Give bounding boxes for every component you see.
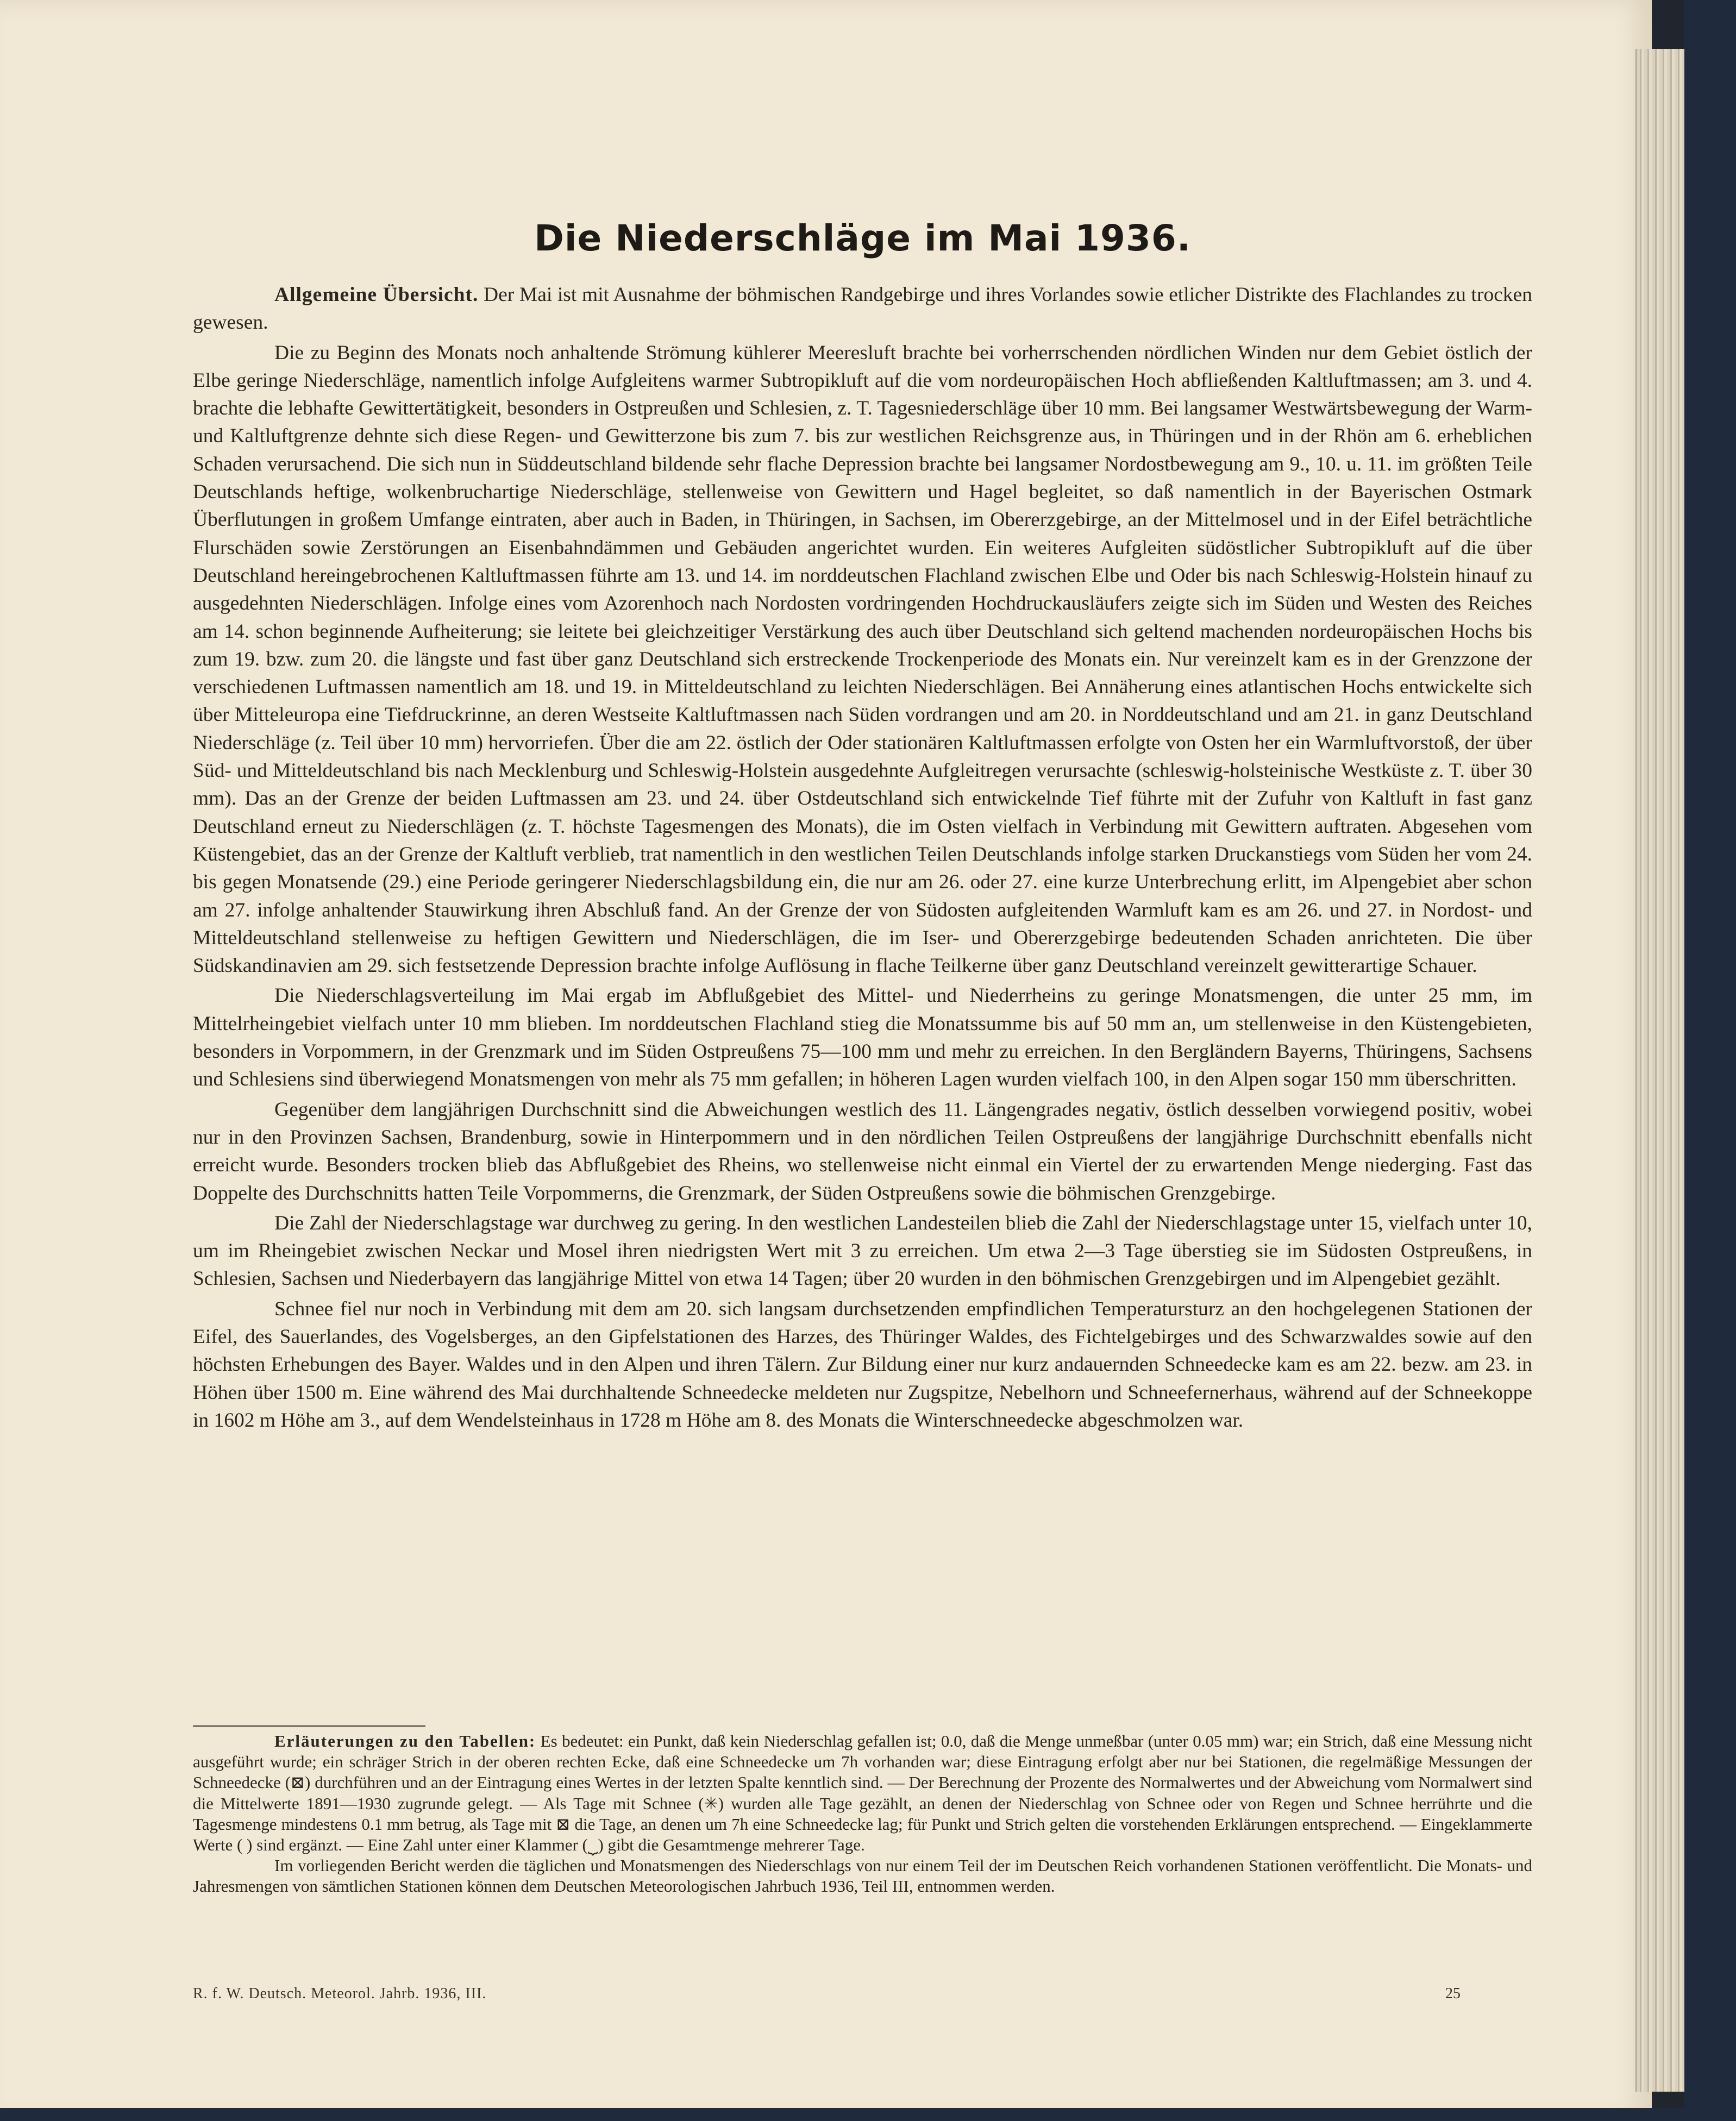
book-cover — [1684, 0, 1736, 2121]
footnotes — [193, 1731, 1532, 1897]
page-number: 25 — [1445, 1985, 1461, 2002]
paragraph-4: Gegenüber dem langjährigen Durchschnitt sind die Abweichungen westlich des 11. Längengrades negativ, östlich desselben vorwiegend positiv, wobei nur in den Provinzen Sachsen, Brandenburg, sowie in Hinterpommern und in den nördlichen Teilen Ostpreußens der langjährige Durchschnitt ebenfalls nicht erreicht wurde. Besonders trocken blieb das Abflußgebiet des Rheins, wo stellenweise nicht einmal ein Viertel der zu erwartenden Menge niederging. Fast das Doppelte des Durchschnitts hatten Teile Vorpommerns, die Grenzmark, der Süden Ostpreußens sowie die böhmischen Grenzgebirge. — [193, 1098, 1532, 1204]
paragraph-5: Die Zahl der Niederschlagstage war durchweg zu gering. In den westlichen Landesteilen blieb die Zahl der Niederschlagstage unter 15, vielfach unter 10, um im Rheingebiet zwischen Neckar und Mosel ihren niedrigsten Wert mit 3 zu erreichen. Um etwa 2—3 Tage überstieg sie im Südosten Ostpreußens, in Schlesien, Sachsen und Niederbayern das langjährige Mittel von etwa 14 Tagen; über 20 wurden in den böhmischen Grenzgebirgen und im Alpengebiet gezählt. — [193, 1212, 1532, 1290]
book-cover-bottom — [0, 2108, 1736, 2121]
page-edges — [1635, 49, 1685, 2092]
section-heading: Allgemeine Übersicht. — [274, 284, 479, 306]
footnote-rule — [193, 1725, 425, 1727]
paragraph-1 — [193, 281, 1532, 337]
main-text — [193, 217, 1532, 1434]
footer-source: R. f. W. Deutsch. Meteorol. Jahrb. 1936, III. — [193, 1985, 487, 2002]
footnote-1 — [193, 1731, 1532, 1855]
footnote-2: Im vorliegenden Bericht werden die täglichen und Monatsmengen des Niederschlags von nur einem Teil der im Deutschen Reich vorhandenen Stationen veröffentlicht. Die Monats- und Jahresmengen von sämtlichen Stationen können dem Deutschen Meteorologischen Jahrbuch 1936, Teil III, entnommen werden. — [193, 1856, 1532, 1896]
paragraph-6: Schnee fiel nur noch in Verbindung mit dem am 20. sich langsam durchsetzenden empfindlichen Temperatursturz an den hochgelegenen Stationen der Eifel, des Sauerlandes, des Vogelsberges, an den Gipfelstationen des Harzes, des Thüringer Waldes, des Fichtelgebirges und des Schwarzwaldes sowie auf den höchsten Erhebungen des Bayer. Waldes und in den Alpen und ihren Tälern. Zur Bildung einer nur kurz andauernden Schneedecke kam es am 22. bezw. am 23. in Höhen über 1500 m. Eine während des Mai durchhaltende Schneedecke meldeten nur Zugspitze, Nebelhorn und Schneefernerhaus, während auf der Schneekoppe in 1602 m Höhe am 3., auf dem Wendelsteinhaus in 1728 m Höhe am 8. des Monats die Winterschneedecke abgeschmolzen war. — [193, 1297, 1532, 1432]
footnote-1-text: Es bedeutet: ein Punkt, daß kein Niederschlag gefallen ist; 0.0, daß die Menge unmeßbar (unter 0.05 mm) war; ein Strich, daß eine Messung nicht ausgeführt wurde; ein schräger Strich in der oberen rechten Ecke, daß eine Schneedecke um 7h vorhanden war; diese Eintragung erfolgt aber nur bei Stationen, die regelmäßige Messungen der Schneedecke (⊠) durchführen und an der Eintragung eines Wertes in der letzten Spalte kenntlich sind. — Der Berechnung der Prozente des Normalwertes und der Abweichung vom Normalwert sind die Mittelwerte 1891—1930 zugrunde gelegt. — Als Tage mit Schnee (✳) wurden alle Tage gezählt, an denen der Niederschlag von Schnee oder von Regen und Schnee herrührte und die Tagesmenge mindestens 0.1 mm betrug, als Tage mit ⊠ die Tage, an denen um 7h eine Schneedecke lag; für Punkt und Strich gelten die vorstehenden Erklärungen entsprechend. — Eingeklammerte Werte ( ) sind ergänzt. — Eine Zahl unter einer Klammer (⏟) gibt die Gesamtmenge mehrerer Tage. — [193, 1731, 1533, 1855]
paragraph-2: Die zu Beginn des Monats noch anhaltende Strömung kühlerer Meeresluft brachte bei vorherrschenden nördlichen Winden nur dem Gebiet östlich der Elbe geringe Niederschläge, namentlich infolge Aufgleitens warmer Subtropikluft auf die vom nordeuropäischen Hoch abfließenden Kaltluftmassen; am 3. und 4. brachte die lebhafte Gewittertätigkeit, besonders in Ostpreußen und Schlesien, z. T. Tagesniederschläge über 10 mm. Bei langsamer Westwärtsbewegung der Warm- und Kaltluftgrenze dehnte sich diese Regen- und Gewitterzone bis zum 7. bis zur westlichen Reichsgrenze aus, in Thüringen und in der Rhön am 6. erheblichen Schaden verursachend. Die sich nun in Süddeutschland bildende sehr flache Depression brachte bei langsamer Nordostbewegung am 9., 10. u. 11. im größten Teile Deutschlands heftige, wolkenbruchartige Niederschläge, stellenweise von Gewittern und Hagel begleitet, so daß namentlich in der Bayerischen Ostmark Überflutungen in großem Umfange eintraten, aber auch in Baden, in Thüringen, in Sachsen, im Obererzgebirge, an der Mittelmosel und in der Eifel beträchtliche Flurschäden sowie Zerstörungen an Eisenbahndämmen und Gebäuden angerichtet wurden. Ein weiteres Aufgleiten südöstlicher Subtropikluft auf die über Deutschland hereingebrochenen Kaltluftmassen führte am 13. und 14. im norddeutschen Flachland zwischen Elbe und Oder bis nach Schleswig-Holstein hinauf zu ausgedehnten Niederschlägen. Infolge eines vom Azorenhoch nach Nordosten vordringenden Hochdruckausläufers zeigte sich im Süden und Westen des Reiches am 14. schon beginnende Aufheiterung; sie leitete bei gleichzeitiger Verstärkung des auch über Deutschland sich geltend machenden nordeuropäischen Hochs bis zum 19. bzw. zum 20. die längste und fast über ganz Deutschland sich erstreckende Trockenperiode des Monats ein. Nur vereinzelt kam es in der Grenzzone der verschiedenen Luftmassen namentlich am 18. und 19. in Mitteldeutschland zu leichten Niederschlägen. Bei Annäherung eines atlantischen Hochs entwickelte sich über Mitteleuropa eine Tiefdruckrinne, an deren Westseite Kaltluftmassen nach Süden vordrangen und am 20. in Norddeutschland und am 21. in ganz Deutschland Niederschläge (z. Teil über 10 mm) hervorriefen. Über die am 22. östlich der Oder stationären Kaltluftmassen erfolgte von Osten her ein Warmluftvorstoß, der über Süd- und Mitteldeutschland bis nach Mecklenburg und Schleswig-Holstein ausgedehnte Aufgleitregen verursachte (schleswig-holsteinische Westküste z. T. über 30 mm). Das an der Grenze der beiden Luftmassen am 23. und 24. über Ostdeutschland sich entwickelnde Tief führte mit der Zufuhr von Kaltluft in fast ganz Deutschland erneut zu Niederschlägen (z. T. höchste Tagesmengen des Monats), die im Osten vielfach in Verbindung mit Gewittern auftraten. Abgesehen vom Küstengebiet, das an der Grenze der Kaltluft verblieb, trat namentlich in den westlichen Teilen Deutschlands infolge starken Druckanstiegs vom Süden her vom 24. bis gegen Monatsende (29.) eine Periode geringerer Niederschlagsbildung ein, die nur am 26. oder 27. eine kurze Unterbrechung erlitt, im Alpengebiet aber schon am 27. infolge anhaltender Stauwirkung ihren Abschluß fand. An der Grenze der von Südosten aufgleitenden Warmluft kam es am 26. und 27. in Nordost- und Mitteldeutschland stellenweise zu heftigen Gewittern und Niederschlägen, die im Iser- und Obererzgebirge bedeutenden Schaden anrichteten. Die über Südskandinavien am 29. sich festsetzende Depression brachte infolge Auflösung in flache Teilkerne über ganz Deutschland vereinzelt gewitterartige Schauer. — [193, 341, 1532, 977]
footnote-heading: Erläuterungen zu den Tabellen: — [274, 1731, 536, 1750]
paragraph-1-text: Der Mai ist mit Ausnahme der böhmischen Randgebirge und ihres Vorlandes sowie etlicher Distrikte des Flachlandes zu trocken gewesen. — [193, 284, 1533, 334]
paragraph-3: Die Niederschlagsverteilung im Mai ergab im Abflußgebiet des Mittel- und Niederrheins zu geringe Monatsmengen, die unter 25 mm, im Mittelrheingebiet vielfach unter 10 mm blieben. Im norddeutschen Flachland stieg die Monatssumme bis auf 50 mm an, um stellenweise in den Küstengebieten, besonders in Vorpommern, in der Grenzmark und im Süden Ostpreußens 75—100 mm und mehr zu erreichen. In den Bergländern Bayerns, Thüringens, Sachsens und Schlesiens sind überwiegend Monatsmengen von mehr als 75 mm gefallen; in höheren Lagen wurden vielfach 100, in den Alpen sogar 150 mm überschritten. — [193, 984, 1532, 1091]
page-title: Die Niederschläge im Mai 1936. — [534, 217, 1191, 259]
